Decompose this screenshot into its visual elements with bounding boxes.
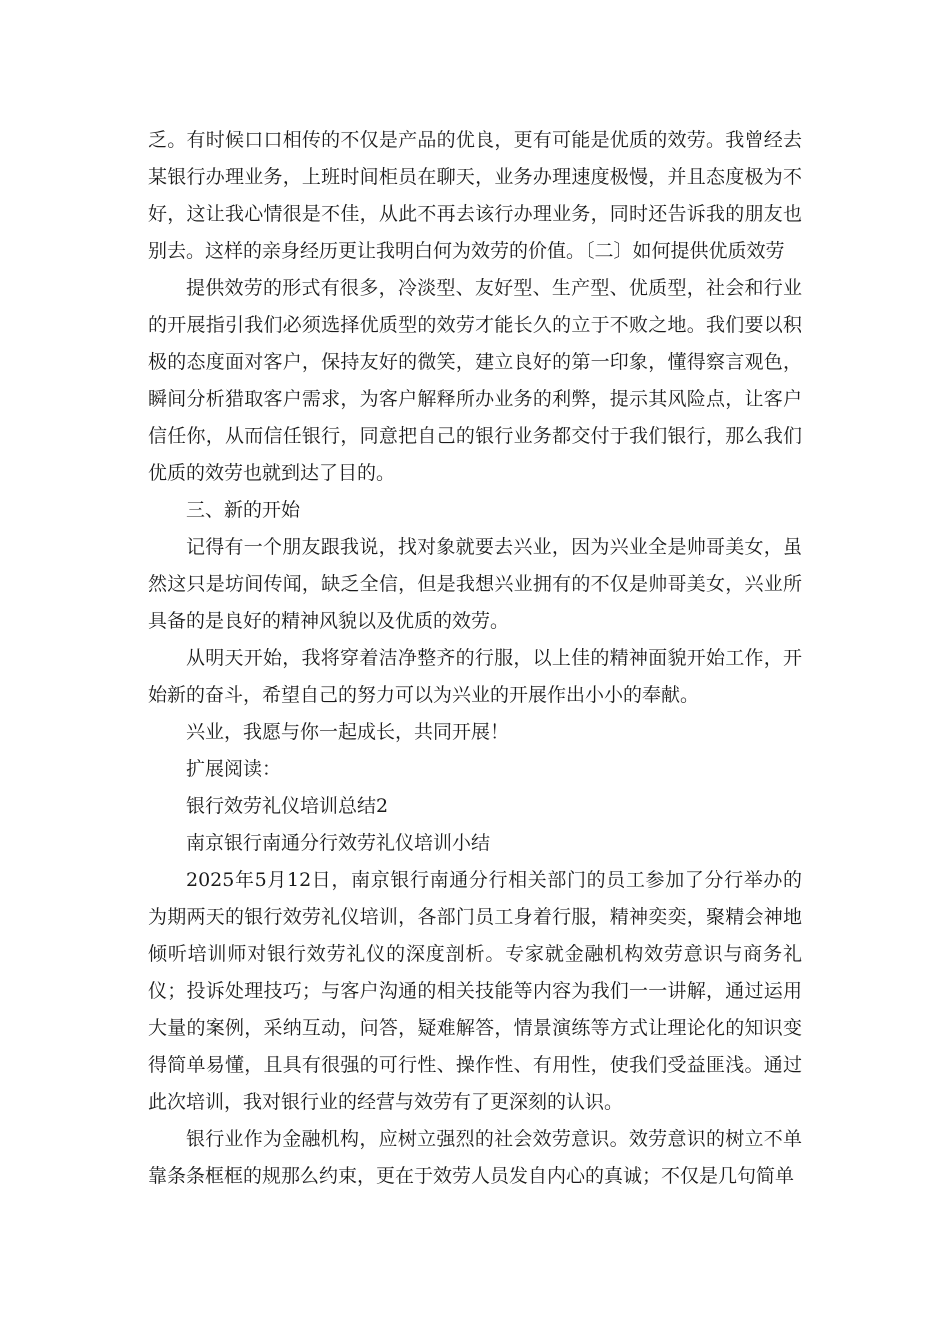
paragraph-service-awareness: 银行业作为金融机构，应树立强烈的社会效劳意识。效劳意识的树立不单靠条条框框的规那么约束，更在于效劳人员发自内心的真诚；不仅是几句简单 [148, 1128, 802, 1187]
paragraph-service-forms: 提供效劳的形式有很多，冷淡型、友好型、生产型、优质型，社会和行业的开展指引我们必须选择优质型的效劳才能长久的立于不败之地。我们要以积极的态度面对客户，保持友好的微笑，建立良好的第一印象，懂得察言观色，瞬间分析猎取客户需求，为客户解释所办业务的利弊，提示其风险点，让客户信任你，从而信任银行，同意把自己的银行业务都交付于我们银行，那么我们优质的效劳也就到达了目的。 [148, 277, 802, 484]
paragraph-friend-story: 记得有一个朋友跟我说，找对象就要去兴业，因为兴业全是帅哥美女，虽然这只是坊间传闻，缺乏全信，但是我想兴业拥有的不仅是帅哥美女，兴业所具备的是良好的精神风貌以及优质的效劳。 [148, 536, 802, 632]
paragraph-training-summary: 2025年5月12日，南京银行南通分行相关部门的员工参加了分行举办的为期两天的银行效劳礼仪培训，各部门员工身着行服，精神奕奕，聚精会神地倾听培训师对银行效劳礼仪的深度剖析。专家就金融机构效劳意识与商务礼仪；投诉处理技巧；与客户沟通的相关技能等内容为我们一一讲解，通过运用大量的案例，采纳互动，问答，疑难解答，情景演练等方式让理论化的知识变得简单易懂，且具有很强的可行性、操作性、有用性，使我们受益匪浅。通过此次培训，我对银行业的经营与效劳有了更深刻的认识。 [148, 869, 802, 1113]
section-heading-new-start: 三、新的开始 [186, 499, 301, 521]
extended-reading-label: 扩展阅读： [186, 758, 282, 780]
document-body [148, 122, 802, 1195]
paragraph-continued: 乏。有时候口口相传的不仅是产品的优良，更有可能是优质的效劳。我曾经去某银行办理业务，上班时间柜员在聊天，业务办理速度极慢，并且态度极为不好，这让我心情很是不佳，从此不再去该行办理业务，同时还告诉我的朋友也别去。这样的亲身经历更让我明白何为效劳的价值。〔二〕如何提供优质效劳 [148, 129, 802, 262]
article-title: 银行效劳礼仪培训总结2 [186, 795, 389, 817]
article-subtitle: 南京银行南通分行效劳礼仪培训小结 [186, 832, 491, 854]
paragraph-from-tomorrow: 从明天开始，我将穿着洁净整齐的行服，以上佳的精神面貌开始工作，开始新的奋斗，希望自己的努力可以为兴业的开展作出小小的奉献。 [148, 647, 802, 706]
paragraph-grow-together: 兴业，我愿与你一起成长，共同开展！ [186, 721, 510, 743]
